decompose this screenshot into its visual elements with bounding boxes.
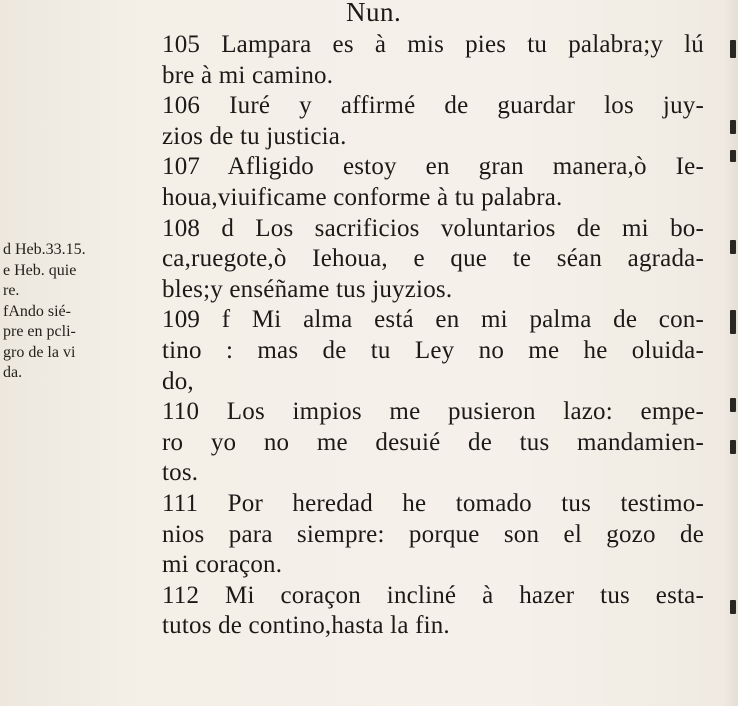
bleed-through-mark [730,40,736,58]
verse-line: 105 Lampara es à mis pies tu palabra;y lú [162,31,704,58]
verse-line: tutos de contino,hasta la fin. [162,612,450,640]
margin-note: fAndo sié- [3,302,71,320]
verse-line: bles;y enséñame tus juyzios. [162,275,453,303]
margin-note: gro de la vi [3,343,76,361]
bleed-through-mark [730,120,736,134]
verse-112 [162,581,704,642]
verse-105 [162,30,704,91]
verse-109 [162,305,704,397]
bleed-through-mark [730,398,736,412]
verse-line: zios de tu justicia. [162,122,347,150]
verse-line: nios para siempre: porque son el gozo de [162,520,704,548]
margin-note: da. [3,364,23,381]
margin-note: pre en pcli- [3,323,76,340]
verse-column [162,30,704,642]
margin-note: d Heb.33.15. [3,241,86,258]
verse-line: 110 Los impios me pusieron lazo: empe- [162,398,704,426]
verse-line: houa,viuificame conforme à tu palabra. [162,183,563,211]
margin-note: re. [3,282,20,299]
margin-note: e Heb. quie [3,261,77,279]
verse-line: 107 Afligido estoy en gran manera,ò Ie- [162,153,704,181]
verse-line: ro yo no me desuié de tus mandamien- [162,428,704,456]
verse-line: 106 Iuré y affirmé de guardar los juy- [162,92,704,120]
bleed-through-mark [730,150,736,162]
verse-line: bre à mi camino. [162,61,334,89]
margin-notes [3,240,161,384]
verse-line: ca,ruegote,ò Iehoua, e que te séan agrada- [162,245,704,273]
verse-line: tos. [162,459,199,487]
verse-line: 109 f Mi alma está en mi palma de con- [162,306,704,334]
verse-107 [162,152,704,213]
verse-line: mi coraçon. [162,551,283,579]
bleed-through-mark [730,310,736,334]
verse-111 [162,489,704,581]
verse-line: 111 Por heredad he tomado tus testimo- [162,489,704,517]
verse-106 [162,91,704,152]
verse-line: 108 d Los sacrificios voluntarios de mi bo- [162,214,704,242]
verse-line: do, [162,367,194,395]
bleed-through-mark [730,440,736,454]
running-head: Nun. [346,0,402,27]
verse-108 [162,214,704,306]
verse-line: tino : mas de tu Ley no me he oluida- [162,336,704,364]
verse-110 [162,397,704,489]
verse-line: 112 Mi coraçon incliné à hazer tus esta- [162,581,704,609]
bleed-through-mark [730,600,736,614]
bleed-through-mark [730,240,736,254]
